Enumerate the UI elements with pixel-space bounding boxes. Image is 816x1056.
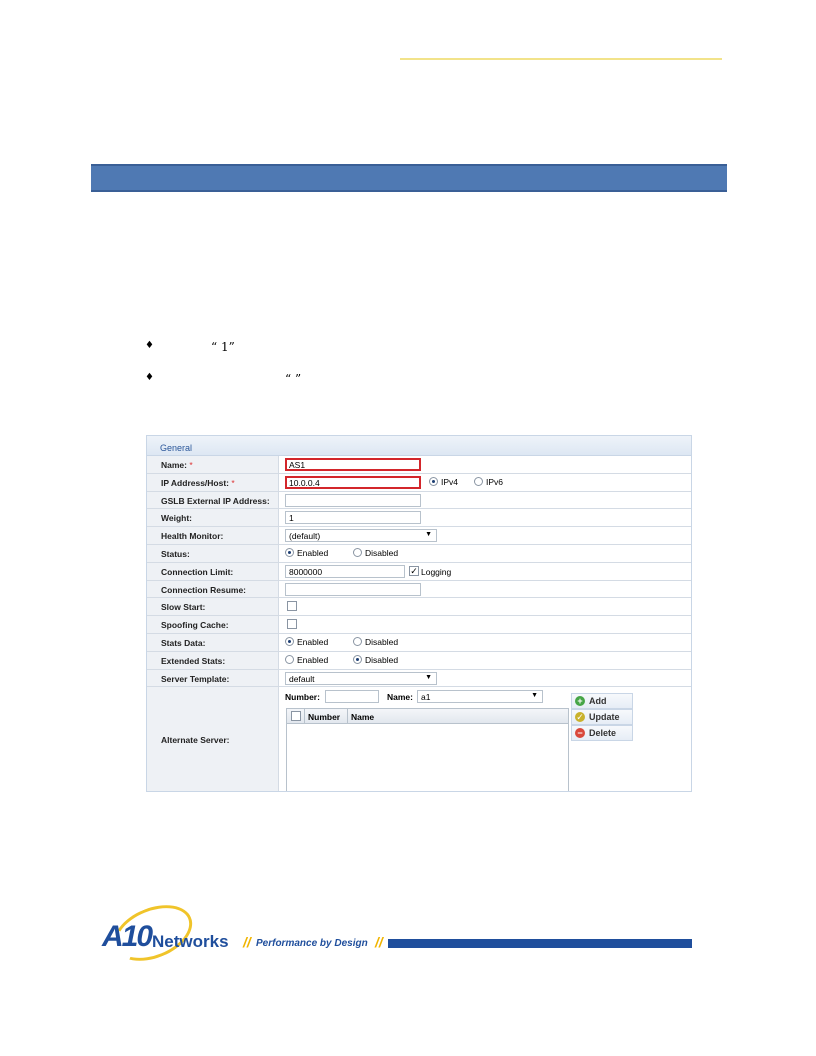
bullet-item <box>145 340 235 354</box>
field-label: Spoofing Cache: <box>147 616 279 633</box>
field-label: Connection Limit: <box>147 563 279 580</box>
row-name <box>147 456 691 474</box>
diamond-bullet-icon: ♦ <box>145 340 154 351</box>
panel-title: General <box>147 436 691 456</box>
alternate-name-select[interactable]: a1 ▼ <box>417 690 543 703</box>
field-label: Connection Resume: <box>147 581 279 598</box>
plus-icon: + <box>575 696 585 706</box>
logging-label: Logging <box>421 566 452 577</box>
row-spoofing-cache <box>147 616 691 634</box>
bullet-item <box>145 372 301 386</box>
section-header-bar <box>91 164 727 192</box>
logo-tagline: Performance by Design <box>256 938 368 949</box>
row-connection-limit <box>147 563 691 581</box>
field-label: Extended Stats: <box>147 652 279 669</box>
status-disabled-radio[interactable]: Disabled <box>353 548 398 558</box>
field-label: Name: * <box>147 456 279 473</box>
gslb-ip-input[interactable] <box>285 494 421 507</box>
slow-start-checkbox[interactable] <box>287 601 297 611</box>
add-button[interactable]: + Add <box>571 693 633 709</box>
field-label: GSLB External IP Address: <box>147 492 279 509</box>
logo-networks-text: Networks <box>152 932 229 951</box>
stats-disabled-radio[interactable]: Disabled <box>353 637 398 647</box>
field-label: Server Template: <box>147 670 279 687</box>
alternate-name-label: Name: <box>387 692 413 703</box>
dropdown-arrow-icon: ▼ <box>425 673 432 681</box>
row-weight <box>147 509 691 527</box>
row-status <box>147 545 691 563</box>
logo-slashes: // <box>243 934 251 950</box>
status-enabled-radio[interactable]: Enabled <box>285 548 328 558</box>
server-form-panel <box>146 435 692 792</box>
ip-address-input[interactable]: 10.0.0.4 <box>285 476 421 489</box>
logo-a10-text: A10 <box>102 920 152 953</box>
ipv4-radio[interactable]: IPv4 <box>429 477 458 487</box>
ext-stats-disabled-radio[interactable]: Disabled <box>353 655 398 665</box>
column-number[interactable]: Number <box>305 709 348 723</box>
column-name[interactable]: Name <box>351 712 375 723</box>
server-template-select[interactable]: default ▼ <box>285 672 437 685</box>
field-label: IP Address/Host: * <box>147 474 279 491</box>
logo-slashes: // <box>375 934 383 950</box>
row-stats-data <box>147 634 691 652</box>
field-label: Health Monitor: <box>147 527 279 544</box>
weight-input[interactable]: 1 <box>285 511 421 524</box>
footer-logo <box>98 906 692 964</box>
footer-bar <box>388 939 692 948</box>
stats-enabled-radio[interactable]: Enabled <box>285 637 328 647</box>
row-ip <box>147 474 691 492</box>
top-rule <box>400 58 722 60</box>
bullet-text: “ ” <box>285 372 302 386</box>
field-label: Weight: <box>147 509 279 526</box>
alternate-server-grid <box>286 708 569 792</box>
health-monitor-select[interactable]: (default) ▼ <box>285 529 437 542</box>
update-button[interactable]: ✓ Update <box>571 709 633 725</box>
connection-resume-input[interactable] <box>285 583 421 596</box>
row-alternate-server <box>147 687 691 792</box>
row-extended-stats <box>147 652 691 670</box>
minus-icon: − <box>575 728 585 738</box>
field-label: Alternate Server: <box>147 687 279 792</box>
delete-button[interactable]: − Delete <box>571 725 633 741</box>
row-health-monitor <box>147 527 691 545</box>
bullet-text: “ 1” <box>211 340 235 354</box>
alternate-actions <box>571 693 633 741</box>
spoofing-cache-checkbox[interactable] <box>287 619 297 629</box>
dropdown-arrow-icon: ▼ <box>531 692 538 700</box>
alternate-number-label: Number: <box>285 692 320 703</box>
field-label: Slow Start: <box>147 598 279 615</box>
diamond-bullet-icon: ♦ <box>145 372 154 383</box>
row-slow-start <box>147 598 691 616</box>
field-label: Status: <box>147 545 279 562</box>
dropdown-arrow-icon: ▼ <box>425 531 432 539</box>
refresh-icon: ✓ <box>576 712 584 723</box>
grid-header <box>287 709 568 724</box>
row-connection-resume <box>147 581 691 599</box>
alternate-number-input[interactable] <box>325 690 379 703</box>
row-gslb <box>147 492 691 510</box>
ipv6-radio[interactable]: IPv6 <box>474 477 503 487</box>
field-label: Stats Data: <box>147 634 279 651</box>
select-all-checkbox[interactable] <box>291 711 301 721</box>
row-server-template <box>147 670 691 688</box>
logging-checkbox[interactable]: ✓ <box>410 565 418 576</box>
connection-limit-input[interactable]: 8000000 <box>285 565 405 578</box>
name-input[interactable]: AS1 <box>285 458 421 471</box>
ext-stats-enabled-radio[interactable]: Enabled <box>285 655 328 665</box>
